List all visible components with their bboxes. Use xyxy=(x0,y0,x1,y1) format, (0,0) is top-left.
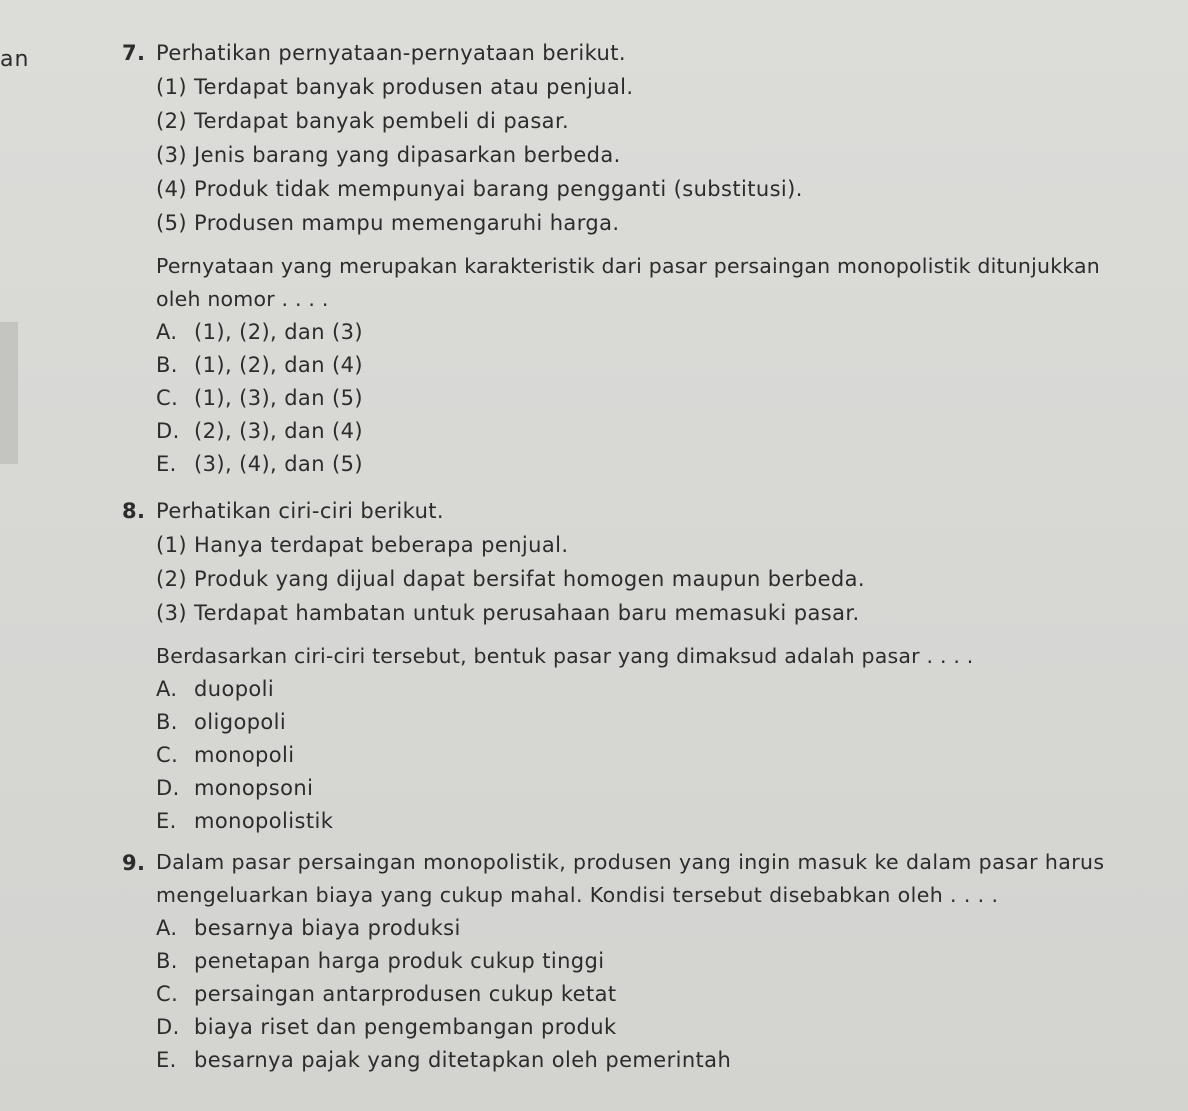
option-text: (1), (2), dan (3) xyxy=(194,320,363,344)
answer-option-e[interactable] xyxy=(156,805,1122,838)
option-text: (3), (4), dan (5) xyxy=(194,452,363,476)
question-text: Perhatikan ciri-ciri berikut. xyxy=(156,499,444,523)
question-9 xyxy=(122,846,1122,1077)
question-text: Perhatikan pernyataan-pernyataan berikut. xyxy=(156,41,626,65)
option-letter: D. xyxy=(156,776,180,800)
statement-text: Hanya terdapat beberapa penjual. xyxy=(194,533,569,557)
option-letter: A. xyxy=(156,916,178,940)
statement-item xyxy=(156,206,1122,240)
option-text: monopsoni xyxy=(194,776,314,800)
option-letter: E. xyxy=(156,452,177,476)
answer-option-b[interactable] xyxy=(156,706,1122,739)
option-letter: B. xyxy=(156,949,178,973)
option-letter: C. xyxy=(156,743,179,767)
statement-text: Terdapat hambatan untuk perusahaan baru memasuki pasar. xyxy=(194,601,860,625)
answer-option-c[interactable] xyxy=(156,978,1122,1011)
statement-text: Produk tidak mempunyai barang pengganti (substitusi). xyxy=(194,177,803,201)
option-text: monopoli xyxy=(194,743,295,767)
statement-text: Produk yang dijual dapat bersifat homogen maupun berbeda. xyxy=(194,567,865,591)
statement-item xyxy=(156,70,1122,104)
option-text: persaingan antarprodusen cukup ketat xyxy=(194,982,617,1006)
option-text: biaya riset dan pengembangan produk xyxy=(194,1015,617,1039)
statement-item xyxy=(156,138,1122,172)
statement-number: (3) xyxy=(156,143,187,167)
option-letter: E. xyxy=(156,809,177,833)
option-letter: C. xyxy=(156,386,179,410)
statement-item xyxy=(156,528,1122,562)
question-9-heading xyxy=(122,846,1122,912)
page-edge-shadow xyxy=(0,322,18,464)
question-prompt: Berdasarkan ciri-ciri tersebut, bentuk pasar yang dimaksud adalah pasar . . . . xyxy=(156,644,974,668)
statement-item xyxy=(156,596,1122,630)
statement-number: (3) xyxy=(156,601,187,625)
statement-number: (1) xyxy=(156,533,187,557)
answer-option-a[interactable] xyxy=(156,673,1122,706)
option-letter: B. xyxy=(156,710,178,734)
question-number: 9. xyxy=(122,851,146,875)
answer-option-d[interactable] xyxy=(156,1011,1122,1044)
statement-text: Terdapat banyak pembeli di pasar. xyxy=(194,109,570,133)
answer-option-c[interactable] xyxy=(156,382,1122,415)
question-7 xyxy=(122,36,1122,481)
answer-option-e[interactable] xyxy=(156,448,1122,481)
statement-text: Terdapat banyak produsen atau penjual. xyxy=(194,75,634,99)
statement-text: Jenis barang yang dipasarkan berbeda. xyxy=(194,143,621,167)
option-letter: E. xyxy=(156,1048,177,1072)
question-number: 8. xyxy=(122,499,146,523)
statement-number: (5) xyxy=(156,211,187,235)
answer-option-b[interactable] xyxy=(156,349,1122,382)
statement-item xyxy=(156,562,1122,596)
question-text: Dalam pasar persaingan monopolistik, produsen yang ingin masuk ke dalam pasar harus mengeluarkan biaya yang cukup mahal. Kondisi tersebut disebabkan oleh . . . . xyxy=(156,850,1105,907)
answer-option-d[interactable] xyxy=(156,415,1122,448)
statement-item xyxy=(156,104,1122,138)
option-text: besarnya pajak yang ditetapkan oleh pemerintah xyxy=(194,1048,732,1072)
option-text: besarnya biaya produksi xyxy=(194,916,461,940)
option-text: duopoli xyxy=(194,677,275,701)
statement-number: (2) xyxy=(156,109,187,133)
option-letter: D. xyxy=(156,419,180,443)
statement-number: (2) xyxy=(156,567,187,591)
answer-option-b[interactable] xyxy=(156,945,1122,978)
question-8 xyxy=(122,494,1122,838)
question-prompt: Pernyataan yang merupakan karakteristik dari pasar persaingan monopolistik ditunjukkan oleh nomor . . . . xyxy=(156,254,1100,311)
answer-option-d[interactable] xyxy=(156,772,1122,805)
answer-options xyxy=(156,673,1122,838)
answer-option-a[interactable] xyxy=(156,912,1122,945)
answer-option-c[interactable] xyxy=(156,739,1122,772)
question-8-heading xyxy=(122,494,1122,528)
answer-option-e[interactable] xyxy=(156,1044,1122,1077)
answer-options xyxy=(156,316,1122,481)
statement-text: Produsen mampu memengaruhi harga. xyxy=(194,211,620,235)
answer-options xyxy=(156,912,1122,1077)
option-text: (1), (2), dan (4) xyxy=(194,353,363,377)
statement-number: (4) xyxy=(156,177,187,201)
option-letter: A. xyxy=(156,320,178,344)
question-7-heading xyxy=(122,36,1122,70)
margin-fragment-text: an xyxy=(0,47,30,72)
option-letter: D. xyxy=(156,1015,180,1039)
option-text: (1), (3), dan (5) xyxy=(194,386,363,410)
option-letter: A. xyxy=(156,677,178,701)
option-text: penetapan harga produk cukup tinggi xyxy=(194,949,605,973)
option-text: monopolistik xyxy=(194,809,334,833)
option-text: (2), (3), dan (4) xyxy=(194,419,363,443)
question-number: 7. xyxy=(122,41,146,65)
option-text: oligopoli xyxy=(194,710,287,734)
statement-number: (1) xyxy=(156,75,187,99)
statement-item xyxy=(156,172,1122,206)
option-letter: C. xyxy=(156,982,179,1006)
option-letter: B. xyxy=(156,353,178,377)
answer-option-a[interactable] xyxy=(156,316,1122,349)
